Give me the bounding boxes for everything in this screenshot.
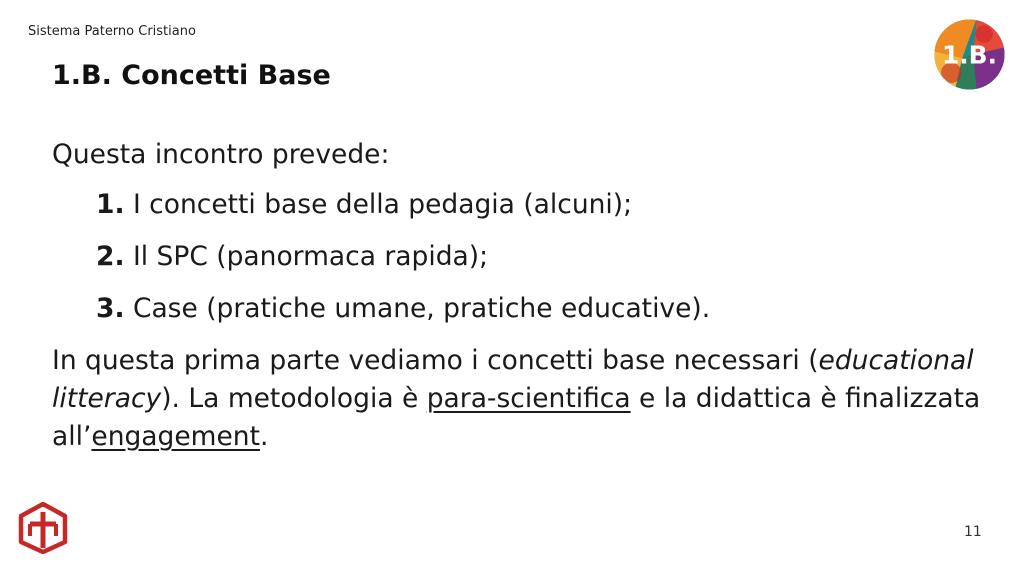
intro-line: Questa incontro prevede: [52,139,390,170]
paragraph-text: ). La metodologia è [161,383,427,414]
topics-list [52,186,992,328]
section-badge-icon [933,18,1006,91]
header-label: Sistema Paterno Cristiano [28,24,196,39]
cross-shield-logo-icon [18,502,68,554]
underlined-term: engagement [91,421,260,452]
slide-title: 1.B. Concetti Base [52,60,331,91]
slide-body [52,136,992,456]
list-number: 2. [96,241,125,272]
paragraph-text: In questa prima parte vediamo i concetti base necessari ( [52,345,819,376]
underlined-term: para-scientifica [426,383,631,414]
paragraph-text: e la didattica è finalizzata all’ [52,383,981,452]
list-item [96,238,992,276]
page-number: 11 [964,524,982,540]
list-text: Case (pratiche umane, pratiche educative). [124,293,711,324]
badge-text: 1.B. [941,40,998,70]
list-item [96,186,992,224]
list-item [96,290,992,328]
list-text: Il SPC (panormaca rapida); [124,241,489,272]
list-number: 3. [96,293,125,324]
summary-paragraph [52,342,992,456]
paragraph-italic: educational litteracy [52,345,974,414]
list-text: I concetti base della pedagia (alcuni); [124,189,633,220]
paragraph-text: . [259,421,269,452]
list-number: 1. [96,189,125,220]
